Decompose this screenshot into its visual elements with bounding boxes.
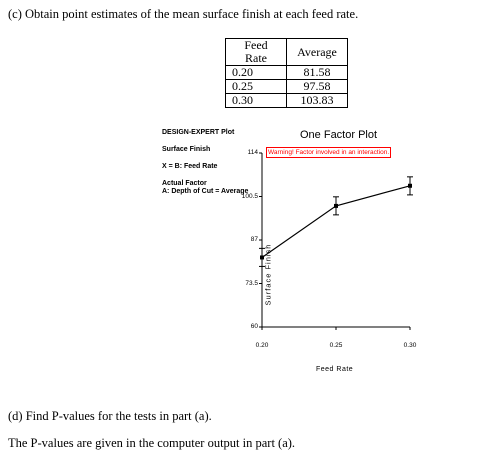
- y-axis-label: Surface Finish: [263, 243, 273, 306]
- x-factor-label: X = B: Feed Rate: [162, 163, 218, 170]
- x-tick-label: 0.25: [329, 342, 343, 349]
- x-axis-label: Feed Rate: [316, 366, 354, 373]
- y-tick-label: 114: [247, 149, 258, 156]
- cell-average: 81.58: [287, 66, 348, 80]
- data-point: [408, 184, 412, 188]
- x-tick-label: 0.20: [255, 342, 269, 349]
- chart-title: One Factor Plot: [300, 129, 378, 141]
- data-point: [334, 204, 338, 208]
- cell-average: 103.83: [287, 94, 348, 108]
- response-label: Surface Finish: [162, 146, 211, 153]
- design-expert-label: DESIGN-EXPERT Plot: [162, 129, 235, 136]
- part-d-answer: The P-values are given in the computer output in part (a).: [8, 436, 296, 450]
- y-tick-label: 87: [250, 236, 258, 243]
- header-average: Average: [287, 39, 348, 66]
- y-tick-label: 60: [250, 323, 258, 330]
- cell-feed-rate: 0.20: [226, 66, 287, 80]
- cell-average: 97.58: [287, 80, 348, 94]
- y-tick-label: 100.5: [241, 192, 258, 200]
- part-c-question: (c) Obtain point estimates of the mean surface finish at each feed rate.: [8, 7, 359, 21]
- y-tick-label: 73.5: [245, 279, 258, 287]
- cell-feed-rate: 0.25: [226, 80, 287, 94]
- interaction-warning: Warning! Factor involved in an interaction.: [268, 149, 390, 156]
- part-d-question: (d) Find P-values for the tests in part (a).: [8, 409, 212, 423]
- factor-a-label: A: Depth of Cut = Average: [162, 188, 249, 195]
- actual-factor-label: Actual Factor: [162, 180, 207, 187]
- x-tick-label: 0.30: [403, 342, 417, 349]
- header-feed-rate: Feed Rate: [226, 39, 287, 66]
- cell-feed-rate: 0.30: [226, 94, 287, 108]
